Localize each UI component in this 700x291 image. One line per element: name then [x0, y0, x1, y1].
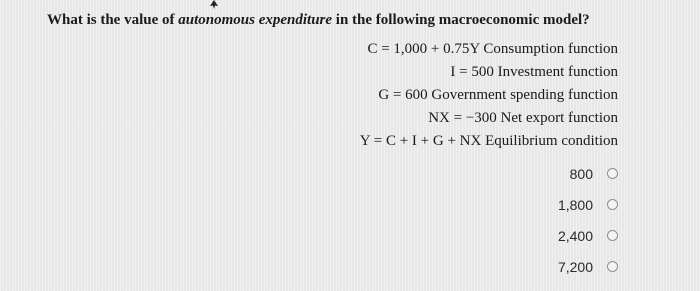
- option-label: 1,800: [557, 196, 593, 213]
- question-suffix: in the following macroeconomic model?: [332, 12, 590, 28]
- model-equations: [360, 38, 618, 153]
- mouse-cursor-icon: [210, 0, 218, 9]
- radio-button[interactable]: [607, 168, 618, 179]
- equation: I = 500: [450, 64, 494, 80]
- equation-label: Consumption function: [483, 41, 618, 57]
- option-800[interactable]: [558, 158, 618, 189]
- equation-label: Net export function: [500, 110, 618, 126]
- model-line-net-export: [360, 107, 618, 130]
- model-line-government: [360, 84, 618, 107]
- radio-button[interactable]: [607, 261, 618, 272]
- answer-options: [558, 158, 618, 282]
- equation: G = 600: [378, 87, 428, 103]
- question-prefix: What is the value of: [47, 12, 179, 28]
- option-1800[interactable]: [558, 189, 618, 220]
- equation-label: Government spending function: [431, 87, 618, 103]
- radio-button[interactable]: [607, 199, 618, 210]
- option-label: 7,200: [557, 258, 593, 275]
- question-emphasis: autonomous expenditure: [178, 12, 333, 28]
- equation: C = 1,000 + 0.75Y: [367, 41, 480, 57]
- equation-label: Investment function: [497, 64, 618, 80]
- radio-button[interactable]: [607, 230, 618, 241]
- equation: NX = −300: [428, 110, 497, 126]
- option-2400[interactable]: [558, 220, 618, 251]
- option-label: 800: [569, 165, 593, 182]
- option-7200[interactable]: [558, 251, 618, 282]
- option-label: 2,400: [557, 227, 593, 244]
- model-line-equilibrium: [360, 130, 618, 153]
- question-text: [47, 12, 590, 29]
- equation-label: Equilibrium condition: [485, 133, 618, 149]
- equation: Y = C + I + G + NX: [359, 133, 482, 149]
- model-line-consumption: [360, 38, 618, 61]
- model-line-investment: [360, 61, 618, 84]
